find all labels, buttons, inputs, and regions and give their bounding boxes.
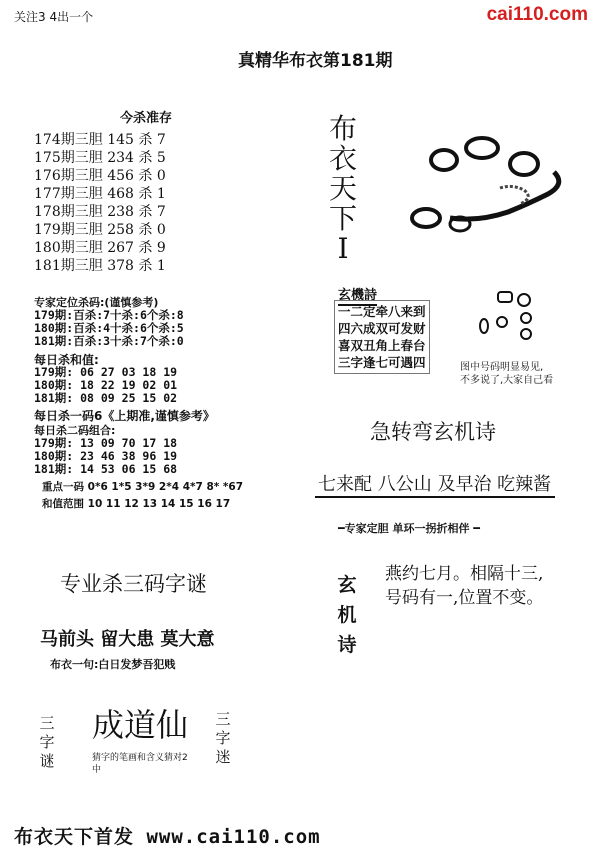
page-title: 真精华布衣第181期 (238, 51, 393, 71)
section-title-kill: 今杀准存 (120, 111, 173, 126)
list-item (34, 239, 166, 257)
dan-numbers: 468 (107, 186, 134, 202)
kill-label: 杀 (138, 240, 153, 256)
circles-illustration (470, 288, 550, 348)
poem-line: 一二定牵八来到 (338, 304, 426, 319)
expert-dan-bar: ━专家定胆 单环一拐折相伴 ━ (338, 522, 480, 535)
two-code-title: 每日杀二码组合: (34, 424, 116, 437)
three-word-riddle-right: 三字迷 (215, 710, 231, 766)
issue-label: 174期三胆 (34, 132, 103, 148)
buyi-vertical-title: 布衣天下I (328, 112, 357, 265)
dan-numbers: 238 (107, 204, 134, 220)
sum-range: 和值范围 10 11 12 13 14 15 16 17 (42, 498, 231, 510)
focus-one-code: 重点一码 0*6 1*5 3*9 2*4 4*7 8* *67 (42, 481, 244, 493)
site-logo[interactable]: cai110.com (486, 4, 588, 25)
kill-number: 0 (156, 168, 166, 184)
footer-site[interactable]: 布衣天下首发 www.cai110.com (14, 826, 321, 848)
kill-label: 杀 (138, 258, 153, 274)
divider (315, 496, 555, 498)
sum-kill-list (34, 366, 177, 405)
kill-label: 杀 (138, 222, 153, 238)
list-item: 180期: 18 22 19 02 01 (34, 378, 178, 392)
list-item (34, 131, 166, 149)
expert-kill-title: 专家定位杀码:(谨慎参考) (34, 296, 159, 309)
issue-label: 177期三胆 (34, 186, 103, 202)
list-item: 181期:百杀:3十杀:7个杀:0 (34, 334, 184, 348)
poem-line: 喜双丑角上春台 (338, 338, 426, 353)
list-item (34, 185, 166, 203)
dan-numbers: 145 (107, 132, 134, 148)
list-item: 180期:百杀:4十杀:6个杀:5 (34, 321, 184, 335)
kill-label: 杀 (138, 168, 153, 184)
issue-label: 176期三胆 (34, 168, 103, 184)
list-item (34, 221, 166, 239)
list-item (34, 149, 166, 167)
poem-line: 燕约七月。相隔十三, (385, 564, 544, 584)
list-item (34, 167, 166, 185)
three-dan-list (34, 131, 166, 275)
top-note: 关注3 4出一个 (14, 10, 94, 24)
expert-kill-block (34, 296, 184, 348)
kill-number: 7 (156, 204, 166, 220)
list-item: 179期:百杀:7十杀:6个杀:8 (34, 308, 184, 322)
poem-block (385, 562, 543, 610)
issue-label: 175期三胆 (34, 150, 103, 166)
list-item: 181期: 14 53 06 15 68 (34, 462, 178, 476)
list-item: 179期: 06 27 03 18 19 (34, 365, 178, 379)
dan-numbers: 378 (107, 258, 134, 274)
issue-label: 181期三胆 (34, 258, 103, 274)
buyi-one-line: 布衣一句:白日发梦吾犯贱 (50, 658, 176, 671)
kill-number: 1 (156, 186, 166, 202)
xuanji-poem-title: 玄機詩 (338, 284, 377, 306)
kill-number: 5 (156, 150, 166, 166)
note-line: 不多说了,大家自己看 (460, 375, 554, 386)
xuanji-vertical-label: 玄机诗 (337, 574, 357, 656)
kill-label: 杀 (138, 204, 153, 220)
kill-label: 杀 (138, 150, 153, 166)
riddle-word: 成道仙 (92, 706, 189, 744)
turn-poem-title: 急转弯玄机诗 (370, 420, 496, 444)
list-item: 181期: 08 09 25 15 02 (34, 391, 178, 405)
sum-kill-title: 每日杀和值: (34, 353, 99, 367)
kill-number: 9 (156, 240, 166, 256)
kill-number: 7 (156, 132, 166, 148)
riddle-hint: 猜字的笔画和含义猜对2中 (92, 753, 188, 775)
turn-poem-line: 七来配 八公山 及早治 吃辣酱 (318, 474, 552, 495)
three-word-riddle-left: 三字谜 (39, 714, 55, 770)
swirl-illustration (404, 126, 580, 236)
kill-label: 杀 (138, 186, 153, 202)
issue-label: 179期三胆 (34, 222, 103, 238)
list-item: 180期: 23 46 38 96 19 (34, 449, 178, 463)
dan-numbers: 267 (107, 240, 134, 256)
dan-numbers: 258 (107, 222, 134, 238)
riddle-line: 马前头 留大患 莫大意 (40, 629, 215, 650)
two-code-list (34, 437, 177, 476)
kill-number: 1 (156, 258, 166, 274)
illustration-note (460, 361, 553, 387)
daily-one-kill: 每日杀一码6《上期准,谨慎参考》 (34, 409, 215, 423)
issue-label: 178期三胆 (34, 204, 103, 220)
kill-number: 0 (156, 222, 166, 238)
list-item: 179期: 13 09 70 17 18 (34, 436, 178, 450)
dan-numbers: 234 (107, 150, 134, 166)
dan-numbers: 456 (107, 168, 134, 184)
riddle-title: 专业杀三码字谜 (60, 572, 207, 596)
xuanji-poem-box (334, 300, 430, 374)
poem-line: 号码有一,位置不变。 (385, 588, 544, 608)
list-item (34, 257, 166, 275)
poem-line: 三字逢七可遇四 (338, 355, 426, 370)
issue-label: 180期三胆 (34, 240, 103, 256)
list-item (34, 203, 166, 221)
poem-line: 四六成双可发财 (338, 321, 426, 336)
kill-label: 杀 (138, 132, 153, 148)
note-line: 图中号码明显易见, (460, 362, 544, 373)
